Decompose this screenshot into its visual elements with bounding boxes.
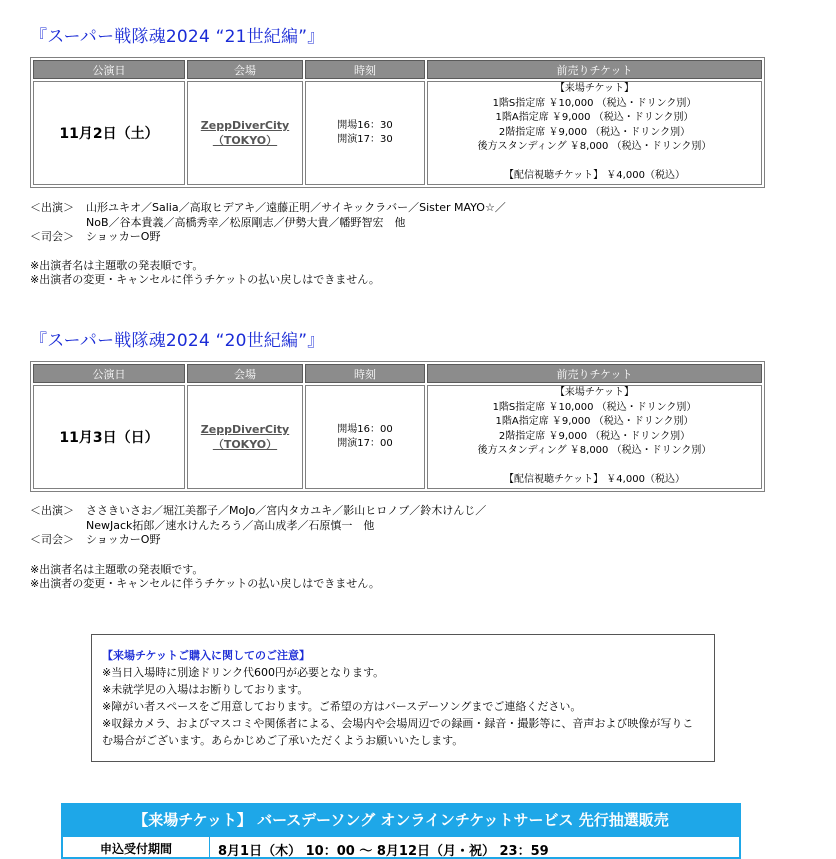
header-time: 時刻 (305, 364, 425, 383)
cast-label: ＜出演＞ (30, 504, 74, 517)
price-line: 2階指定席 ￥9,000 （税込・ドリンク別） (498, 430, 691, 442)
ticket-notice (91, 634, 715, 762)
start-time: 開演17：30 (337, 134, 393, 145)
mc-name: ショッカーO野 (86, 230, 161, 243)
cast-info (30, 201, 506, 245)
price-line: 【来場チケット】 (554, 83, 635, 95)
price-cell (427, 385, 762, 489)
event-table (30, 361, 765, 492)
open-time: 開場16：00 (337, 424, 393, 435)
price-line: 1階A指定席 ￥9,000 （税込・ドリンク別） (495, 416, 694, 428)
mc-label: ＜司会＞ (30, 230, 74, 243)
event-table (30, 57, 765, 188)
price-line: 【配信視聴チケット】 ￥4,000（税込） (504, 474, 685, 486)
mc-label: ＜司会＞ (30, 533, 74, 546)
note-line: ※出演者名は主題歌の発表順です。 (30, 259, 204, 272)
cast-line: ささきいさお／堀江美都子／MoJo／宮内タカユキ／影山ヒロノブ／鈴木けんじ／ (86, 504, 487, 517)
price-line: 後方スタンディング ￥8,000 （税込・ドリンク別） (477, 141, 712, 153)
note-line: ※出演者の変更・キャンセルに伴うチケットの払い戻しはできません。 (30, 273, 380, 286)
venue-link[interactable]: ZeppDiverCity （TOKYO） (200, 423, 290, 451)
price-line (428, 155, 761, 170)
price-line: 1階S指定席 ￥10,000 （税込・ドリンク別） (492, 401, 697, 413)
header-ticket: 前売りチケット (427, 364, 762, 383)
time-cell (305, 385, 425, 489)
start-time: 開演17：00 (337, 438, 393, 449)
event-date: 11月2日（土） (33, 81, 185, 185)
notice-line: む場合がございます。あらかじめご了承いただくようお願いいたします。 (102, 734, 464, 747)
price-line: 1階S指定席 ￥10,000 （税込・ドリンク別） (492, 97, 697, 109)
venue-cell (187, 385, 303, 489)
note-line: ※出演者の変更・キャンセルに伴うチケットの払い戻しはできません。 (30, 577, 380, 590)
header-venue: 会場 (187, 364, 303, 383)
time-cell (305, 81, 425, 185)
event-title: 『スーパー戦隊魂2024 “21世紀編”』 (30, 27, 325, 47)
price-line: 2階指定席 ￥9,000 （税込・ドリンク別） (498, 126, 691, 138)
cast-line: NoB／谷本貴義／高橋秀幸／松原剛志／伊勢大貴／幡野智宏 他 (86, 215, 406, 229)
open-time: 開場16：30 (337, 120, 393, 131)
price-line: 【配信視聴チケット】 ￥4,000（税込） (504, 170, 685, 182)
price-cell (427, 81, 762, 185)
notice-title: 【来場チケットご購入に関してのご注意】 (102, 649, 311, 662)
notes (30, 563, 380, 591)
cast-line: 山形ユキオ／Salia／高取ヒデアキ／遠藤正明／サイキックラバー／Sister MAYO☆／ (86, 201, 506, 214)
sale-period-row (61, 837, 741, 859)
notice-line: ※当日入場時に別途ドリンク代600円が必要となります。 (102, 666, 385, 679)
price-line (428, 459, 761, 474)
cast-label: ＜出演＞ (30, 201, 74, 214)
header-time: 時刻 (305, 60, 425, 79)
header-date: 公演日 (33, 364, 185, 383)
notice-line: ※収録カメラ、およびマスコミや関係者による、会場内や会場周辺での録画・録音・撮影等に、音声および映像が写りこ (102, 717, 694, 730)
header-date: 公演日 (33, 60, 185, 79)
event-title: 『スーパー戦隊魂2024 “20世紀編”』 (30, 331, 325, 351)
period-value: 8月1日（木） 10：00 ～ 8月12日（月・祝） 23：59 (218, 844, 549, 859)
notice-line: ※未就学児の入場はお断りしております。 (102, 683, 309, 696)
venue-link[interactable]: ZeppDiverCity （TOKYO） (200, 119, 290, 147)
note-line: ※出演者名は主題歌の発表順です。 (30, 563, 204, 576)
header-venue: 会場 (187, 60, 303, 79)
notes (30, 259, 380, 287)
notice-line: ※障がい者スペースをご用意しております。ご希望の方はバースデーソングまでご連絡ください。 (102, 700, 582, 713)
event-date: 11月3日（日） (33, 385, 185, 489)
period-label: 申込受付期間 (63, 837, 210, 857)
cast-line: NewJack拓郎／速水けんたろう／高山成孝／石原慎一 他 (86, 518, 375, 532)
venue-cell (187, 81, 303, 185)
header-ticket: 前売りチケット (427, 60, 762, 79)
cast-info (30, 504, 486, 548)
sale-banner: 【来場チケット】 バースデーソング オンラインチケットサービス 先行抽選販売 (61, 803, 741, 837)
price-line: 後方スタンディング ￥8,000 （税込・ドリンク別） (477, 445, 712, 457)
mc-name: ショッカーO野 (86, 533, 161, 546)
price-line: 1階A指定席 ￥9,000 （税込・ドリンク別） (495, 112, 694, 124)
price-line: 【来場チケット】 (554, 387, 635, 399)
